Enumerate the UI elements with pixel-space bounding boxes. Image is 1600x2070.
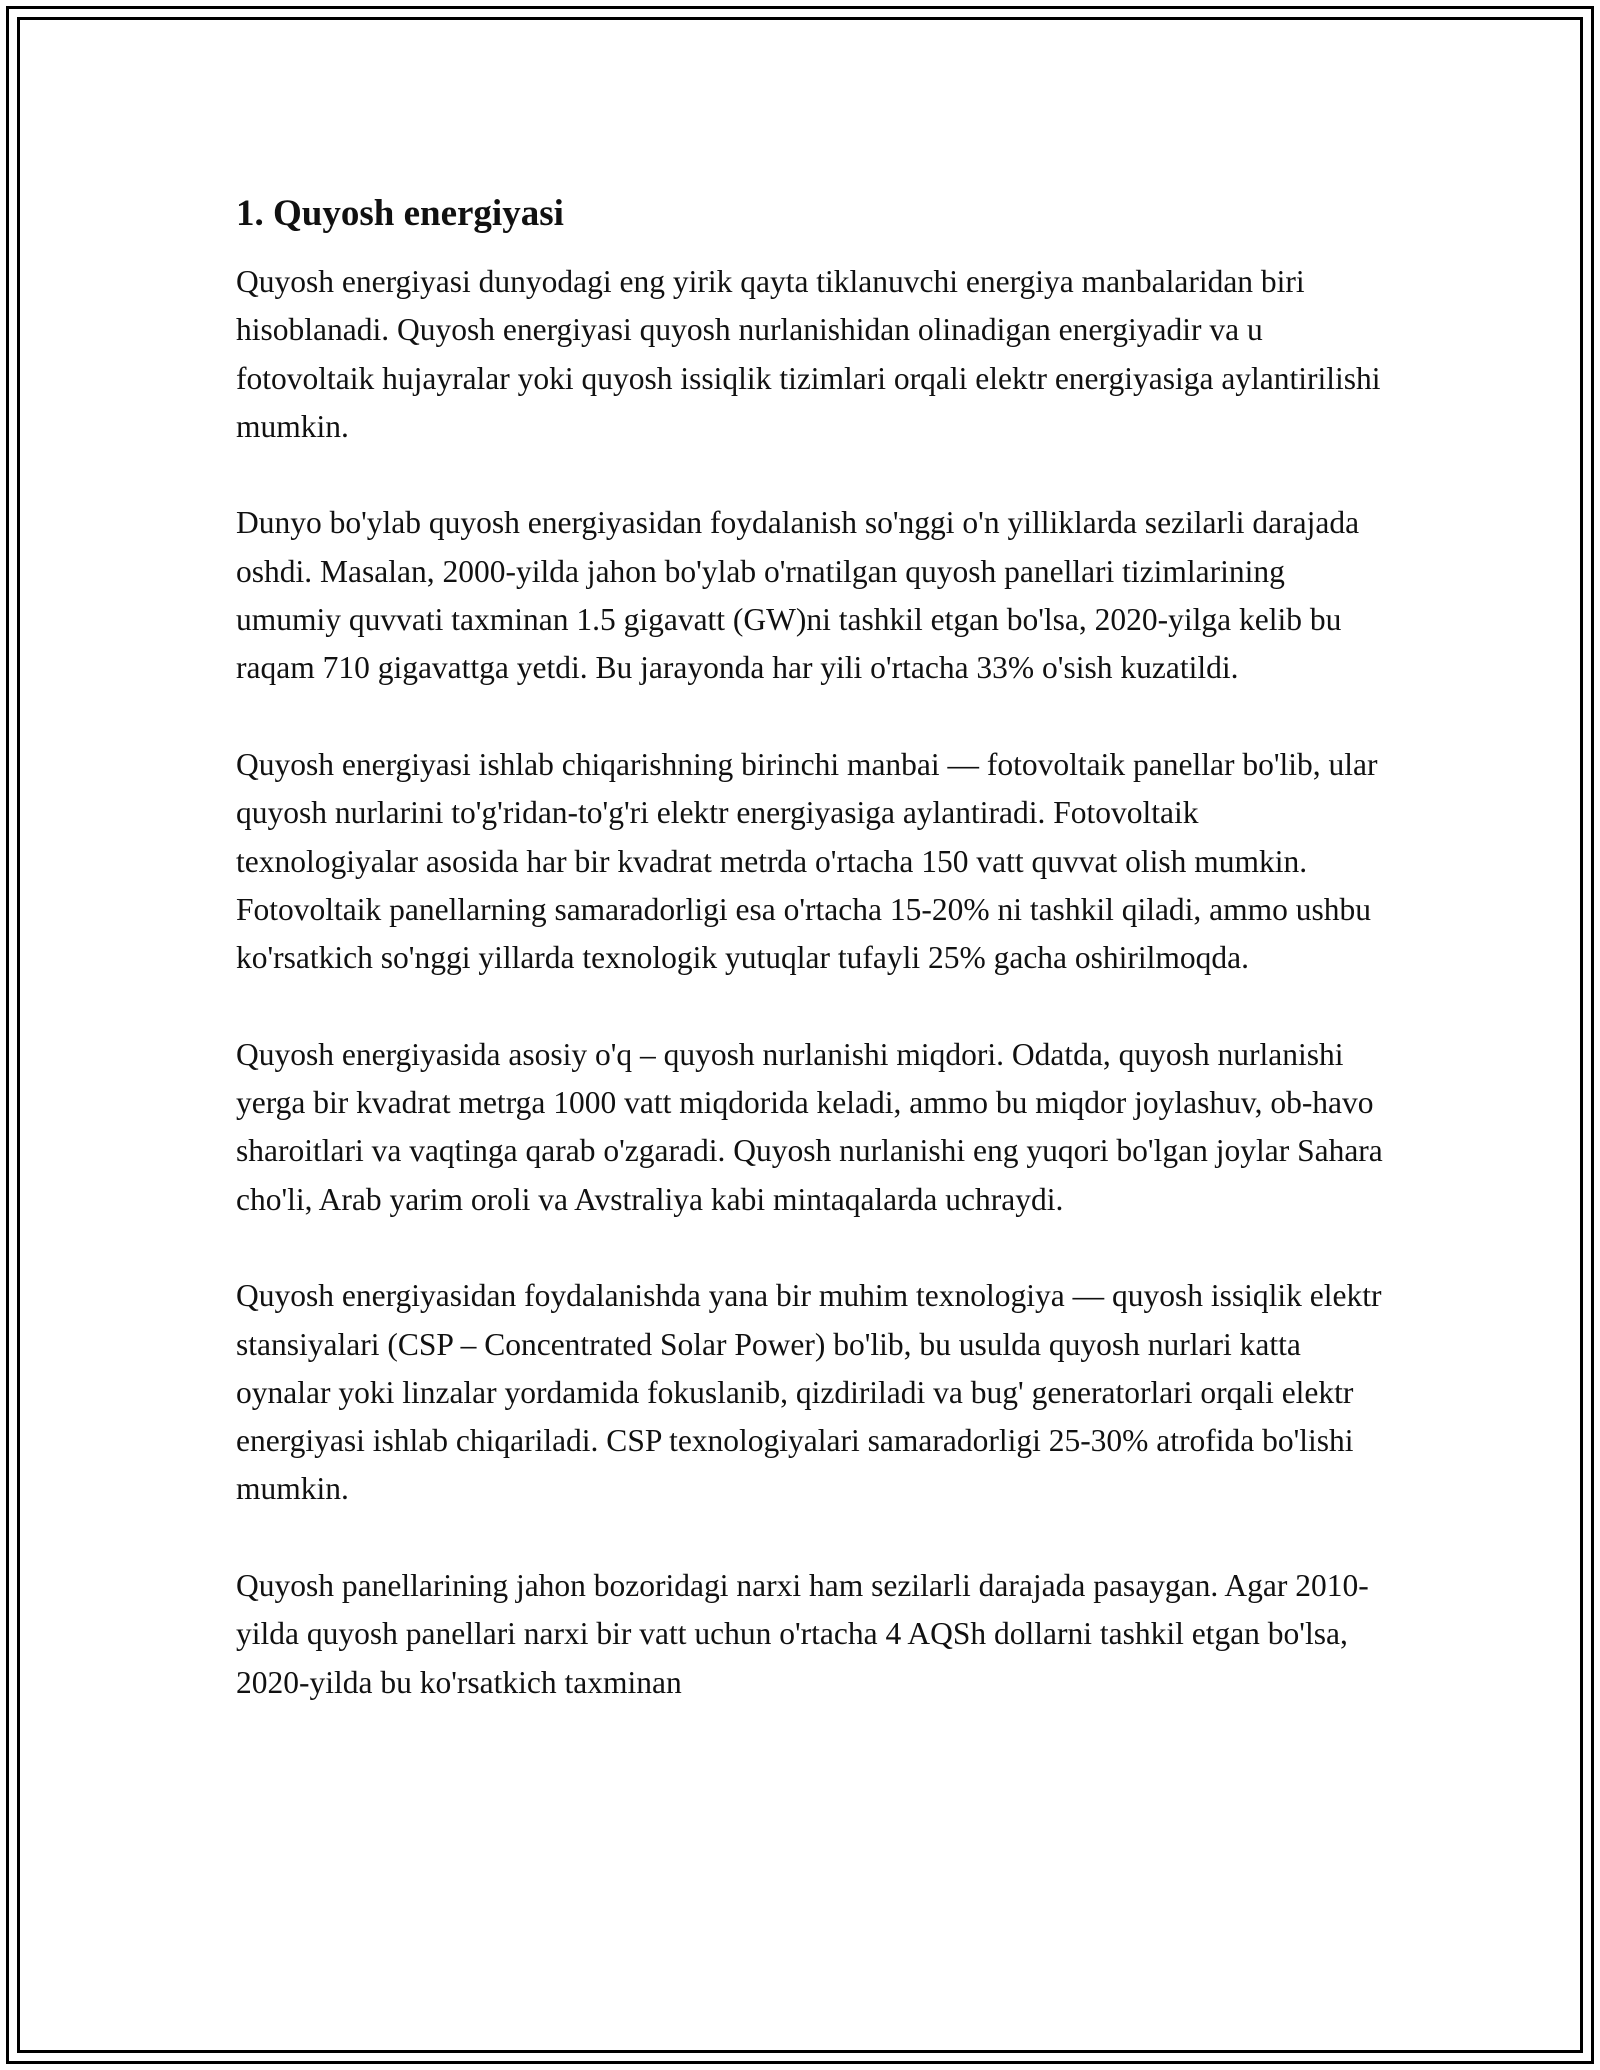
paragraph-irradiance: Quyosh energiyasida asosiy o'q – quyosh nurlanishi miqdori. Odatda, quyosh nurlanishi yerga bir kvadrat metrga 1000 vatt miqdorida keladi, ammo bu miqdor joylashuv, ob-havo sharoitlari va vaqtinga qarab o'zgaradi. Quyosh nurlanishi eng yuqori bo'lgan joylar Sahara cho'li, Arab yarim oroli va Avstraliya kabi mintaqalarda uchraydi. (236, 1036, 1383, 1217)
document-body (236, 186, 1386, 1707)
paragraph-prices: Quyosh panellarining jahon bozoridagi narxi ham sezilarli darajada pasaygan. Agar 2010-yilda quyosh panellari narxi bir vatt uchun o'rtacha 4 AQSh dollarni tashkil etgan bo'lsa, 2020-yilda bu ko'rsatkich taxminan (236, 1568, 1369, 1700)
paragraph-photovoltaic: Quyosh energiyasi ishlab chiqarishning birinchi manbai — fotovoltaik panellar bo'lib, ular quyosh nurlarini to'g'ridan-to'g'ri elektr energiyasiga aylantiradi. Fotovoltaik texnologiyalar asosida har bir kvadrat metrda o'rtacha 150 vatt quvvat olish mumkin. Fotovoltaik panellarning samaradorligi esa o'rtacha 15-20% ni tashkil qiladi, ammo ushbu ko'rsatkich so'nggi yillarda texnologik yutuqlar tufayli 25% gacha oshirilmoqda. (236, 746, 1378, 976)
paragraph-growth: Dunyo bo'ylab quyosh energiyasidan foydalanish so'nggi o'n yilliklarda sezilarli darajada oshdi. Masalan, 2000-yilda jahon bo'ylab o'rnatilgan quyosh panellari tizimlarining umumiy quvvati taxminan 1.5 gigavatt (GW)ni tashkil etgan bo'lsa, 2020-yilga kelib bu raqam 710 gigavattga yetdi. Bu jarayonda har yili o'rtacha 33% o'sish kuzatildi. (236, 505, 1360, 686)
section-heading: 1. Quyosh energiyasi (236, 193, 564, 234)
paragraph-csp: Quyosh energiyasidan foydalanishda yana bir muhim texnologiya — quyosh issiqlik elektr stansiyalari (CSP – Concentrated Solar Power) bo'lib, bu usulda quyosh nurlari katta oynalar yoki linzalar yordamida fokuslanib, qizdiriladi va bug' generatorlari orqali elektr energiyasi ishlab chiqariladi. CSP texnologiyalari samaradorligi 25-30% atrofida bo'lishi mumkin. (236, 1278, 1382, 1507)
paragraph-intro: Quyosh energiyasi dunyodagi eng yirik qayta tiklanuvchi energiya manbalaridan biri hisoblanadi. Quyosh energiyasi quyosh nurlanishidan olinadigan energiyadir va u fotovoltaik hujayralar yoki quyosh issiqlik tizimlari orqali elektr energiyasiga aylantirilishi mumkin. (236, 264, 1381, 444)
